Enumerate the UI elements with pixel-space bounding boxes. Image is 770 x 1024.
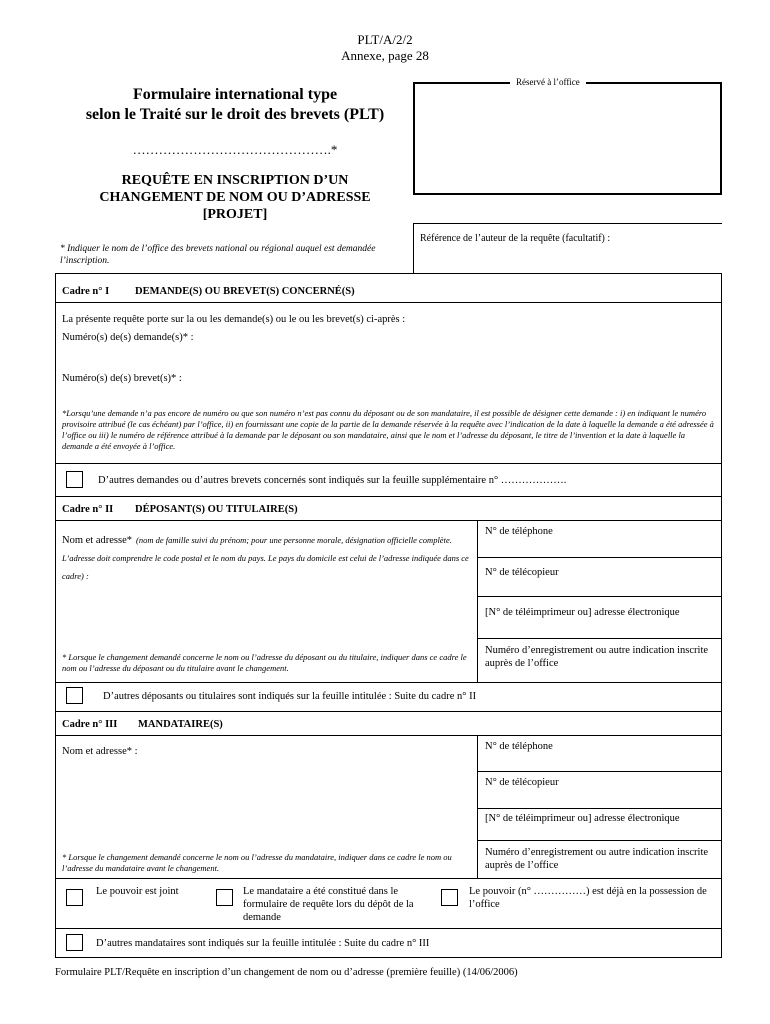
depositor-name-note: * Lorsque le changement demandé concerne le nom ou l’adresse du déposant ou du titulaire, indiquer dans ce cadre le nom ou l’adresse du déposant ou du titulaire avant le changement. — [62, 652, 467, 673]
patent-numbers-field[interactable]: Numéro(s) de(s) brevet(s)* : — [62, 373, 182, 384]
power-attached-label: Le pouvoir est joint — [96, 886, 179, 897]
agent-phone-field[interactable]: N° de téléphone — [485, 741, 553, 752]
doc-reference: PLT/A/2/2 — [357, 32, 413, 47]
office-name-blank: ……………………………………….* — [132, 142, 338, 157]
power-held-label: Le pouvoir (n° ……………) est déjà en la possession de l’office — [469, 886, 707, 910]
agent-email-field[interactable]: [N° de téléimprimeur ou] adresse électronique — [485, 813, 680, 824]
form-title-line1: Formulaire international type — [132, 86, 338, 103]
agent-fax-field[interactable]: N° de télécopieur — [485, 777, 559, 788]
other-depositors-label: D’autres déposants ou titulaires sont indiqués sur la feuille intitulée : Suite du cadre n° II — [103, 691, 477, 702]
request-title-line3: [PROJET] — [202, 207, 268, 222]
page-number: Annexe, page 28 — [341, 48, 429, 63]
requester-reference-field[interactable]: Référence de l’auteur de la requête (facultatif) : — [420, 233, 611, 244]
cadre1-heading: DEMANDE(S) OU BREVET(S) CONCERNÉ(S) — [135, 286, 355, 297]
request-title-line2: CHANGEMENT DE NOM OU D’ADRESSE — [99, 190, 371, 205]
depositor-registration-field[interactable]: Numéro d’enregistrement ou autre indication inscrite auprès de l’office — [485, 645, 709, 669]
depositor-name-label: Nom et adresse* — [62, 535, 132, 546]
agent-name-note: * Lorsque le changement demandé concerne le nom ou l’adresse du mandataire, indiquer dans ce cadre le nom ou l’adresse du mandataire avant le changement. — [62, 852, 452, 873]
office-reserved-label: Réservé à l’office — [510, 76, 586, 88]
depositor-name-address-field[interactable] — [62, 530, 472, 640]
power-attached-checkbox[interactable] — [66, 889, 83, 906]
power-held-checkbox[interactable] — [441, 889, 458, 906]
cadre1-intro: La présente requête porte sur la ou les demande(s) ou le ou les brevet(s) ci-après : — [62, 314, 406, 325]
agent-registration-field[interactable]: Numéro d’enregistrement ou autre indication inscrite auprès de l’office — [485, 847, 709, 871]
cadre2-number: Cadre n° II — [62, 504, 114, 515]
cadre1-note: *Lorsqu’une demande n’a pas encore de numéro ou que son numéro n’est pas connu du déposant ou de son mandataire, il est possible de désigner cette demande : i) en indiquant le numéro provisoire attribué (le cas échéant) par l’office, ii) en fournissant une copie de la partie de la demande réservée à la requête avec l’indication de la date à laquelle la demande a été adressée à l’office ou iii) le numéro de référence attribué à la demande par le déposant ou son mandataire, ainsi que le nom et l’adresse du déposant, le titre de l’invention et la date à laquelle la demande a été envoyée à l’office. — [62, 408, 714, 451]
depositor-fax-field[interactable]: N° de télécopieur — [485, 567, 559, 578]
agent-name-address-field[interactable]: Nom et adresse* : — [62, 746, 138, 757]
cadre2-heading: DÉPOSANT(S) OU TITULAIRE(S) — [135, 504, 298, 515]
agent-constituted-label: Le mandataire a été constitué dans le formulaire de requête lors du dépôt de la demande — [243, 886, 414, 923]
cadre3-number: Cadre n° III — [62, 719, 118, 730]
application-numbers-field[interactable]: Numéro(s) de(s) demande(s)* : — [62, 332, 194, 343]
request-title-line1: REQUÊTE EN INSCRIPTION D’UN — [121, 173, 349, 188]
depositor-phone-field[interactable]: N° de téléphone — [485, 526, 553, 537]
office-footnote: * Indiquer le nom de l’office des brevets national ou régional auquel est demandée l’inscription. — [60, 244, 376, 266]
other-agents-label: D’autres mandataires sont indiqués sur la feuille intitulée : Suite du cadre n° III — [96, 938, 430, 949]
depositor-email-field[interactable]: [N° de téléimprimeur ou] adresse électronique — [485, 607, 680, 618]
cadre3-heading: MANDATAIRE(S) — [138, 719, 223, 730]
other-depositors-checkbox[interactable] — [66, 687, 83, 704]
cadre1-number: Cadre n° I — [62, 286, 110, 297]
agent-constituted-checkbox[interactable] — [216, 889, 233, 906]
other-applications-label: D’autres demandes ou d’autres brevets concernés sont indiqués sur la feuille supplémentaire n° ………………. — [98, 475, 567, 486]
form-footer: Formulaire PLT/Requête en inscription d’un changement de nom ou d’adresse (première feuille) (14/06/2006) — [55, 967, 518, 978]
form-title-line2: selon le Traité sur le droit des brevets (PLT) — [85, 106, 385, 123]
other-applications-checkbox[interactable] — [66, 471, 83, 488]
other-agents-checkbox[interactable] — [66, 934, 83, 951]
depositor-name-hint: (nom de famille suivi du prénom; pour une personne morale, désignation officielle complète. L’adresse doit comprendre le code postal et le nom du pays. Le pays du domicile est celui de l’adresse indiquée dans ce cadre) : — [62, 535, 469, 581]
office-reserved-box — [413, 82, 722, 195]
